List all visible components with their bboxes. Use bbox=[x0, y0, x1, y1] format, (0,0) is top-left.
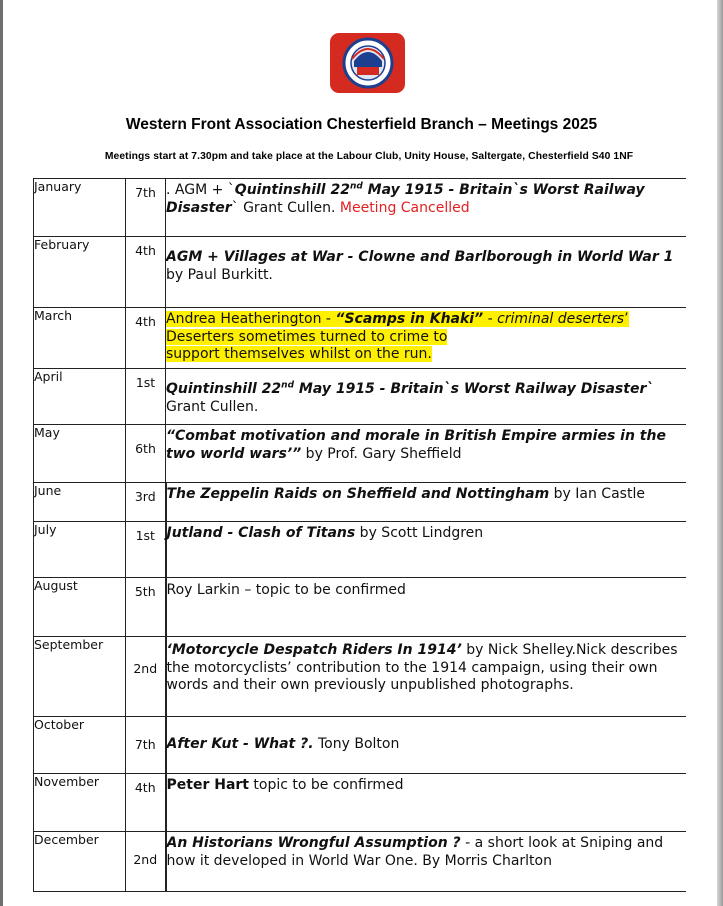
speaker-name: by Nick Shelley.Nick describes the motorcyclists’ contribution to the 1914 campaign, using their own words and their own previously unpublished photographs. bbox=[166, 642, 678, 693]
day-cell: 2nd bbox=[126, 637, 166, 717]
month-cell: July bbox=[34, 522, 126, 578]
talk-title: “Scamps in Khaki” bbox=[335, 311, 484, 327]
month-cell: May bbox=[34, 425, 126, 483]
talk-title: AGM + Villages at War - Clowne and Barlborough in World War 1 bbox=[166, 249, 674, 265]
day-cell: 2nd bbox=[126, 832, 166, 892]
month-cell: February bbox=[34, 237, 126, 308]
day-cell: 7th bbox=[126, 717, 166, 774]
month-cell: March bbox=[34, 308, 126, 369]
talk-note: Deserters sometimes turned to crime to support themselves whilst on the run. bbox=[166, 328, 448, 362]
prefix-text: . AGM + ` bbox=[166, 182, 235, 198]
meeting-description bbox=[166, 637, 686, 717]
quote-mark: ’ bbox=[624, 311, 629, 327]
table-row bbox=[34, 522, 686, 578]
talk-subtitle: - criminal deserters bbox=[483, 311, 625, 327]
speaker-name: Tony Bolton bbox=[313, 736, 400, 752]
talk-title: An Historians Wrongful Assumption ? bbox=[166, 835, 461, 851]
month-cell: January bbox=[34, 179, 126, 237]
table-row bbox=[34, 425, 686, 483]
table-row bbox=[34, 774, 686, 832]
talk-note: – topic to be confirmed bbox=[239, 582, 406, 598]
meeting-description bbox=[166, 717, 686, 774]
table-row bbox=[34, 179, 686, 237]
meeting-description bbox=[166, 179, 686, 237]
day-cell: 3rd bbox=[126, 483, 166, 522]
table-row bbox=[34, 832, 686, 892]
meetings-table bbox=[33, 178, 686, 892]
meeting-description bbox=[166, 522, 686, 578]
day-cell: 4th bbox=[126, 774, 166, 832]
speaker-name: by Paul Burkitt. bbox=[166, 266, 273, 283]
day-cell: 5th bbox=[126, 578, 166, 637]
meeting-description bbox=[166, 237, 686, 308]
talk-title: After Kut - What ?. bbox=[166, 736, 314, 752]
talk-note: topic to be confirmed bbox=[248, 777, 404, 793]
meeting-description bbox=[166, 578, 686, 637]
table-row bbox=[34, 637, 686, 717]
page-subtitle: Meetings start at 7.30pm and take place at the Labour Club, Unity House, Saltergate, Chesterfield S40 1NF bbox=[104, 151, 634, 162]
day-cell: 7th bbox=[126, 179, 166, 237]
month-cell: August bbox=[34, 578, 126, 637]
meeting-description bbox=[166, 425, 686, 483]
page-border-left bbox=[0, 0, 3, 906]
month-cell: December bbox=[34, 832, 126, 892]
speaker-name: Peter Hart bbox=[166, 777, 249, 793]
day-cell: 1st bbox=[126, 522, 166, 578]
talk-title: ‘Motorcycle Despatch Riders In 1914’ bbox=[166, 642, 462, 658]
table-row bbox=[34, 483, 686, 522]
month-cell: November bbox=[34, 774, 126, 832]
month-cell: September bbox=[34, 637, 126, 717]
meeting-description bbox=[166, 369, 686, 425]
talk-title: The Zeppelin Raids on Sheffield and Nottingham bbox=[166, 486, 550, 502]
talk-title: “Combat motivation and morale in British Empire armies in the two world wars’” bbox=[166, 428, 666, 462]
table-row bbox=[34, 237, 686, 308]
day-cell: 4th bbox=[126, 237, 166, 308]
table-row bbox=[34, 308, 686, 369]
meeting-description bbox=[166, 483, 686, 522]
talk-title: Quintinshill 22nd May 1915 - Britain`s Worst Railway Disaster` bbox=[166, 380, 654, 397]
month-cell: October bbox=[34, 717, 126, 774]
speaker-name: Andrea Heatherington - bbox=[166, 311, 336, 327]
day-cell: 6th bbox=[126, 425, 166, 483]
day-cell: 1st bbox=[126, 369, 166, 425]
speaker-name: Roy Larkin bbox=[166, 582, 240, 598]
speaker-name: by Prof. Gary Sheffield bbox=[301, 445, 462, 462]
page-border-right bbox=[717, 0, 723, 906]
month-cell: April bbox=[34, 369, 126, 425]
speaker-name: Grant Cullen. bbox=[166, 398, 259, 415]
speaker-name: by Scott Lindgren bbox=[355, 525, 484, 541]
cancelled-note: Meeting Cancelled bbox=[339, 199, 470, 216]
table-row bbox=[34, 369, 686, 425]
wfa-badge-icon bbox=[330, 33, 405, 93]
day-cell: 4th bbox=[126, 308, 166, 369]
talk-title: Jutland - Clash of Titans bbox=[166, 525, 356, 541]
speaker-name: - a short look at Sniping and how it developed in World War One. By Morris Charlton bbox=[166, 835, 664, 869]
talk-title: Quintinshill 22nd May 1915 - Britain`s Worst Railway Disaster bbox=[166, 181, 645, 216]
meeting-description bbox=[166, 308, 686, 369]
speaker-name: by Ian Castle bbox=[549, 486, 645, 502]
table-row bbox=[34, 578, 686, 637]
table-row bbox=[34, 717, 686, 774]
page-title: Western Front Association Chesterfield Branch – Meetings 2025 bbox=[125, 116, 598, 133]
speaker-name: ` Grant Cullen. bbox=[231, 199, 340, 216]
meeting-description bbox=[166, 832, 686, 892]
month-cell: June bbox=[34, 483, 126, 522]
meeting-description bbox=[166, 774, 686, 832]
